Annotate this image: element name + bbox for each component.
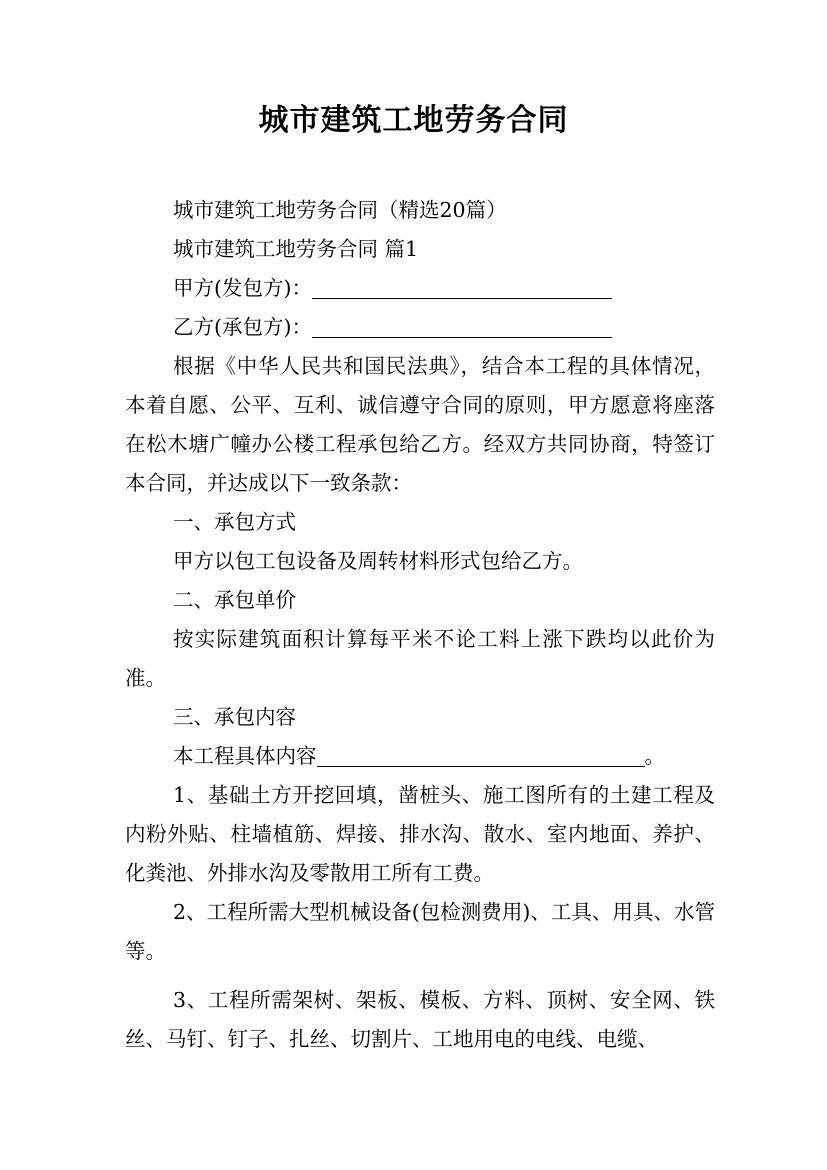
party-a-label: 甲方(发包方)： bbox=[173, 276, 312, 300]
section-heading: 城市建筑工地劳务合同 篇1 bbox=[173, 237, 419, 261]
party-a-line bbox=[125, 269, 715, 308]
intro-paragraph: 根据《中华人民共和国民法典》，结合本工程的具体情况，本着自愿、公平、互利、诚信遵守合同的原则，甲方愿意将座落在松木塘广幢办公楼工程承包给乙方。经双方共同协商，特签订本合同，并达成以下一致条款： bbox=[125, 354, 715, 495]
heading-contract-method: 一、承包方式 bbox=[173, 510, 296, 534]
item-2: 2、工程所需大型机械设备(包检测费用)、工具、用具、水管等。 bbox=[125, 900, 715, 963]
document-title: 城市建筑工地劳务合同 bbox=[258, 103, 569, 138]
contract-method-text: 甲方以包工包设备及周转材料形式包给乙方。 bbox=[173, 549, 583, 573]
document-body bbox=[125, 191, 715, 1059]
party-b-label: 乙方(承包方)： bbox=[173, 315, 312, 339]
content-end: 。 bbox=[644, 744, 665, 768]
item-3: 3、工程所需架树、架板、模板、方料、顶树、安全网、铁丝、马钉、钉子、扎丝、切割片、工地用电的电线、电缆、 bbox=[125, 988, 715, 1051]
content-line bbox=[125, 737, 715, 776]
heading-unit-price: 二、承包单价 bbox=[173, 588, 296, 612]
item-1: 1、基础土方开挖回填，凿桩头、施工图所有的土建工程及内粉外贴、柱墙植筋、焊接、排水沟、散水、室内地面、养护、化粪池、外排水沟及零散用工所有工费。 bbox=[125, 783, 715, 885]
unit-price-text: 按实际建筑面积计算每平米不论工料上涨下跌均以此价为准。 bbox=[125, 627, 715, 690]
party-a-blank bbox=[312, 276, 612, 299]
heading-contract-content: 三、承包内容 bbox=[173, 705, 296, 729]
content-label: 本工程具体内容 bbox=[173, 744, 317, 768]
subtitle: 城市建筑工地劳务合同（精选20篇） bbox=[173, 198, 507, 222]
party-b-line bbox=[125, 308, 715, 347]
content-blank bbox=[317, 744, 645, 767]
party-b-blank bbox=[312, 315, 612, 338]
